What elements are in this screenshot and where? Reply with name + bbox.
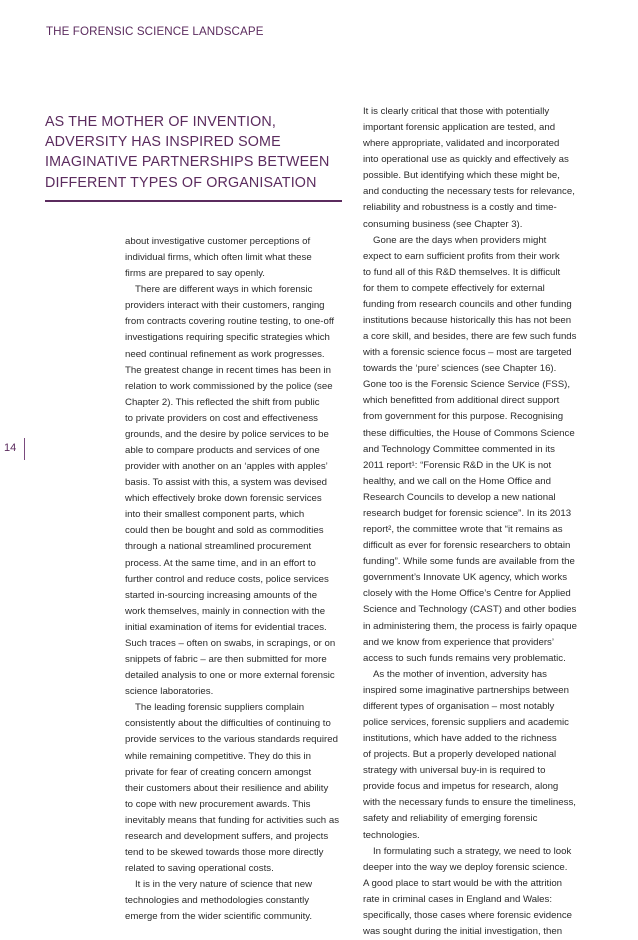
- text-line: into their smallest component parts, which: [125, 509, 305, 521]
- text-line: Gone too is the Forensic Science Service (FSS),: [363, 379, 571, 391]
- text-line: where appropriate, validated and incorporated: [363, 138, 560, 150]
- text-line: process. At the same time, and in an effort to: [125, 557, 316, 569]
- pull-quote-line: IMAGINATIVE PARTNERSHIPS BETWEEN: [45, 154, 330, 171]
- text-line: inspired some imaginative partnerships between: [363, 684, 569, 696]
- text-line: inevitably means that funding for activities such as: [125, 814, 340, 826]
- pull-quote: [45, 112, 343, 193]
- text-line: basis. To assist with this, a system was devised: [125, 477, 328, 489]
- pull-quote-line: AS THE MOTHER OF INVENTION,: [45, 114, 276, 130]
- text-line: possible. But identifying which these might be,: [363, 170, 560, 182]
- text-line: consistently about the difficulties of continuing to: [125, 718, 331, 730]
- text-line: providers interact with their customers, ranging: [125, 300, 325, 312]
- text-line: from contracts covering routine testing, to one-off: [125, 316, 335, 328]
- text-line: with the necessary funds to ensure the timeliness,: [363, 797, 576, 809]
- text-line: work themselves, mainly in connection with the: [125, 605, 326, 617]
- text-line: technologies.: [363, 829, 420, 841]
- text-line: while remaining competitive. They do this in: [125, 750, 311, 762]
- text-line: grounds, and the desire by police services to be: [125, 428, 329, 440]
- text-line: investigations requiring specific strategies which: [125, 332, 330, 344]
- text-line: which effectively broke down forensic services: [125, 493, 322, 505]
- text-line: of projects. But a properly developed national: [363, 749, 557, 761]
- text-line: into operational use as quickly and effectively as: [363, 154, 569, 166]
- text-line: research budget for forensic science”. In its 2013: [363, 507, 572, 519]
- text-line: for them to compete effectively for external: [363, 282, 545, 294]
- text-line: The leading forensic suppliers complain: [135, 702, 305, 714]
- text-line: government’s Innovate UK agency, which works: [363, 572, 568, 584]
- text-line: which benefitted from additional direct support: [363, 395, 560, 407]
- body-column-left: [125, 234, 350, 925]
- text-line: rate in criminal cases in England and Wales:: [363, 893, 553, 905]
- text-line: institutions because historically this has not been: [363, 315, 572, 327]
- text-line: further control and reduce costs, police services: [125, 573, 329, 585]
- text-line: started in-sourcing increasing amounts of the: [125, 589, 318, 601]
- text-line: to cope with new procurement awards. This: [125, 798, 311, 810]
- text-line: provider with another on an ‘apples with apples’: [125, 461, 328, 473]
- text-line: able to compare products and services of one: [125, 445, 320, 457]
- text-line: in administering them, the process is fairly opaque: [363, 620, 577, 632]
- text-line: and Technology Committee commented in its: [363, 443, 555, 455]
- text-line: consuming business (see Chapter 3).: [363, 218, 523, 230]
- text-line: It is clearly critical that those with potentially: [363, 106, 550, 117]
- text-line: Chapter 2). This reflected the shift from public: [125, 396, 320, 408]
- text-line: The greatest change in recent times has been in: [125, 364, 331, 376]
- text-line: science laboratories.: [125, 686, 214, 698]
- text-line: strategy with universal buy-in is required to: [363, 765, 546, 777]
- text-line: detailed analysis to one or more external forensic: [125, 670, 335, 682]
- text-line: tend to be skewed towards those more directly: [125, 846, 324, 858]
- text-line: these difficulties, the House of Commons Science: [363, 427, 575, 439]
- text-line: As the mother of invention, adversity has: [373, 668, 547, 680]
- text-line: healthy, and we call on the Home Office and: [363, 475, 551, 487]
- text-line: A good place to start would be with the attrition: [363, 877, 563, 889]
- page-number-divider: [24, 438, 25, 460]
- body-column-right: [363, 104, 598, 940]
- text-line: There are different ways in which forensic: [135, 284, 313, 296]
- text-line: closely with the Home Office’s Centre for Applied: [363, 588, 571, 600]
- text-line: private for fear of creating concern amongst: [125, 766, 312, 778]
- text-line: from government for this purpose. Recognising: [363, 411, 564, 423]
- text-line: funding from research councils and other funding: [363, 298, 572, 310]
- text-line: 2011 report¹: “Forensic R&D in the UK is not: [363, 459, 552, 471]
- text-line: expect to earn sufficient profits from their work: [363, 250, 560, 262]
- text-line: institutions, which have added to the richness: [363, 733, 557, 745]
- text-line: could then be bought and sold as commodities: [125, 525, 324, 537]
- text-line: difficult as ever for forensic researchers to obtain: [363, 540, 571, 552]
- page-number: 14: [4, 442, 17, 454]
- text-line: important forensic application are tested, and: [363, 122, 556, 134]
- text-line: Science and Technology (CAST) and other bodies: [363, 604, 577, 616]
- text-line: relation to work commissioned by the police (see: [125, 380, 333, 392]
- text-line: different types of organisation – most notably: [363, 700, 555, 712]
- text-line: provide services to the various standards required: [125, 734, 338, 746]
- text-line: safety and reliability of emerging forensic: [363, 813, 538, 825]
- pull-quote-divider: [45, 200, 342, 202]
- text-line: towards the ‘pure’ sciences (see Chapter 16).: [363, 363, 557, 375]
- text-line: research and development suffers, and projects: [125, 830, 329, 842]
- text-line: provide focus and impetus for research, along: [363, 781, 559, 793]
- text-line: firms are prepared to say openly.: [125, 268, 265, 280]
- text-line: about investigative customer perceptions of: [125, 236, 311, 247]
- text-line: funding”. While some funds are available from the: [363, 556, 575, 568]
- text-line: police services, forensic suppliers and academic: [363, 716, 569, 728]
- text-line: report², the committee wrote that “it remains as: [363, 524, 563, 536]
- text-line: and conducting the necessary tests for relevance,: [363, 186, 575, 198]
- text-line: need continual refinement as work progresses.: [125, 348, 325, 360]
- text-line: with a forensic science focus – most are targeted: [363, 347, 572, 359]
- text-line: Research Councils to develop a new national: [363, 491, 556, 503]
- text-line: snippets of fabric – are then submitted for more: [125, 654, 327, 666]
- text-line: to private providers on cost and effectiveness: [125, 412, 318, 424]
- text-line: Such traces – often on swabs, in scrapings, or on: [125, 637, 336, 649]
- text-line: to fund all of this R&D themselves. It is difficult: [363, 266, 561, 278]
- text-line: In formulating such a strategy, we need to look: [373, 845, 572, 857]
- text-line: deeper into the way we deploy forensic science.: [363, 861, 568, 873]
- text-line: individual firms, which often limit what these: [125, 252, 312, 264]
- text-line: access to such funds remains very problematic.: [363, 652, 566, 664]
- text-line: was sought during the initial investigation, then: [363, 925, 563, 937]
- text-line: emerge from the wider scientific community.: [125, 911, 313, 923]
- text-line: a core skill, and besides, there are few such funds: [363, 331, 577, 343]
- text-line: related to saving operational costs.: [125, 863, 274, 875]
- text-line: initial examination of items for evidential traces.: [125, 621, 327, 633]
- text-line: through a national streamlined procurement: [125, 541, 312, 553]
- text-line: technologies and methodologies constantly: [125, 895, 310, 907]
- text-line: and we know from experience that providers’: [363, 636, 554, 648]
- text-line: specifically, those cases where forensic evidence: [363, 909, 572, 921]
- text-line: their customers about their resilience and ability: [125, 782, 329, 794]
- text-line: It is in the very nature of science that new: [135, 879, 313, 891]
- pull-quote-line: DIFFERENT TYPES OF ORGANISATION: [45, 174, 317, 191]
- section-header: THE FORENSIC SCIENCE LANDSCAPE: [46, 25, 264, 38]
- text-line: reliability and robustness is a costly and time-: [363, 202, 557, 214]
- text-line: Gone are the days when providers might: [373, 234, 547, 246]
- pull-quote-line: ADVERSITY HAS INSPIRED SOME: [45, 134, 281, 151]
